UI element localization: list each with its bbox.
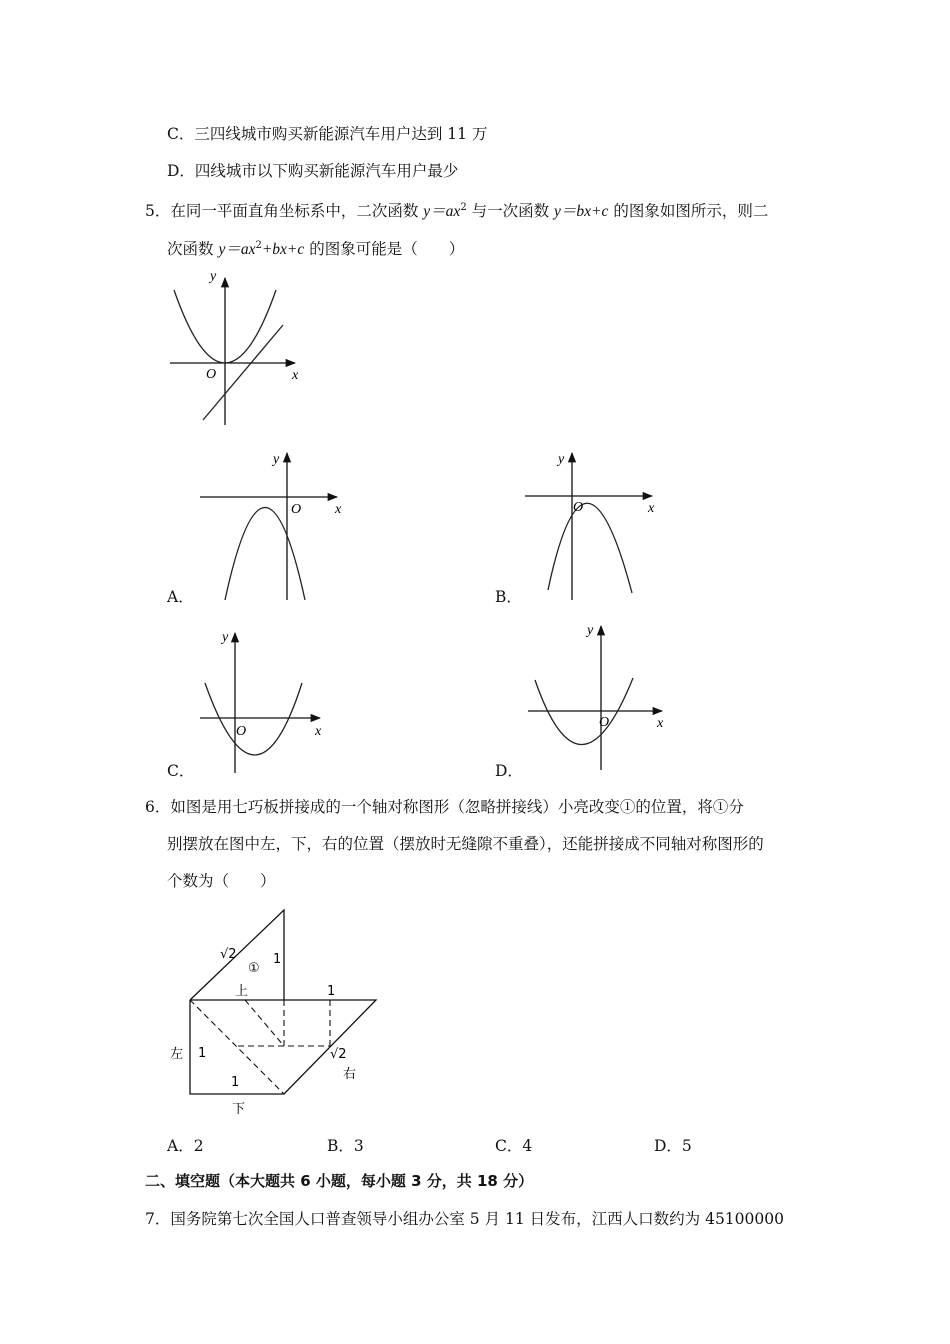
- svg-text:x: x: [292, 368, 299, 383]
- q6-tangram-figure: [160, 900, 400, 1120]
- svg-text:O: O: [236, 724, 247, 739]
- q6-stem-line3: 个数为（ ）: [167, 872, 276, 890]
- svg-text:y: y: [210, 269, 217, 284]
- q5-option-d-label: D．: [495, 762, 523, 780]
- q7-stem-line1: 7．国务院第七次全国人口普查领导小组办公室 5 月 11 日发布，江西人口数约为 45100000: [145, 1210, 784, 1228]
- q5-stem-line1: 5．在同一平面直角坐标系中，二次函数 $y=ax^2$ 与一次函数 y＝bx+c 的图象如图所示，则二: [145, 202, 769, 221]
- svg-text:√2: √2: [220, 947, 237, 962]
- q6-stem-line1: 6．如图是用七巧板拼接成的一个轴对称图形（忽略拼接线）小亮改变①的位置，将①分: [145, 798, 744, 816]
- q6-option-a: A．2: [167, 1137, 204, 1155]
- svg-text:左: 左: [170, 1047, 184, 1062]
- svg-text:x: x: [335, 502, 342, 517]
- q5-option-a-label: A．: [167, 588, 194, 606]
- q5-option-c-label: C．: [167, 762, 195, 780]
- svg-text:上: 上: [235, 984, 249, 999]
- q6-option-d: D．5: [654, 1137, 692, 1155]
- svg-text:x: x: [648, 501, 655, 516]
- svg-text:√2: √2: [330, 1047, 347, 1062]
- q6-option-c: C．4: [495, 1137, 533, 1155]
- q4-option-c: C．三四线城市购买新能源汽车用户达到 11 万: [167, 125, 488, 143]
- q5-option-c-graph: [195, 625, 355, 780]
- svg-text:y: y: [587, 623, 594, 638]
- svg-text:O: O: [599, 715, 610, 730]
- svg-text:O: O: [206, 367, 217, 382]
- q5-stem-line2: 次函数 $y=ax^2+bx+c$ 的图象可能是（ ）: [167, 240, 465, 259]
- svg-text:y: y: [222, 630, 229, 645]
- svg-text:1: 1: [231, 1075, 240, 1090]
- svg-text:右: 右: [343, 1067, 357, 1082]
- svg-text:O: O: [291, 502, 302, 517]
- section-2-heading: 二、填空题（本大题共 6 小题，每小题 3 分，共 18 分）: [145, 1172, 534, 1190]
- q6-option-b: B．3: [327, 1137, 364, 1155]
- q5-option-a-graph: [195, 445, 355, 605]
- svg-text:1: 1: [198, 1046, 207, 1061]
- svg-text:1: 1: [327, 984, 336, 999]
- svg-text:①: ①: [248, 961, 260, 976]
- q5-option-b-label: B．: [495, 588, 522, 606]
- q4-option-d: D．四线城市以下购买新能源汽车用户最少: [167, 162, 459, 180]
- svg-text:y: y: [273, 452, 280, 467]
- svg-text:1: 1: [273, 952, 282, 967]
- q5-main-graph: [160, 270, 310, 430]
- svg-text:O: O: [573, 500, 584, 515]
- svg-text:下: 下: [232, 1102, 246, 1117]
- q6-stem-line2: 别摆放在图中左，下，右的位置（摆放时无缝隙不重叠），还能拼接成不同轴对称图形的: [167, 835, 764, 853]
- svg-text:x: x: [657, 716, 664, 731]
- q5-option-d-graph: [525, 620, 685, 780]
- svg-text:x: x: [315, 724, 322, 739]
- q5-option-b-graph: [520, 445, 680, 605]
- svg-text:y: y: [558, 452, 565, 467]
